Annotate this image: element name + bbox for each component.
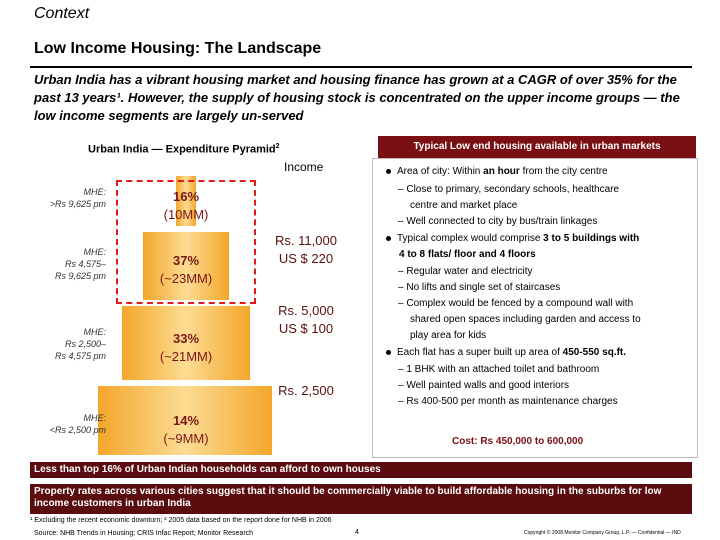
housing-bullet-1 (386, 164, 692, 180)
tier-3-pct: 33% (172, 331, 200, 346)
sub-item: – Well connected to city by bus/train linkages (398, 216, 598, 227)
copyright-note: Copyright © 2008 Monitor Company Group, L.P. — Confidential — IND (524, 530, 681, 536)
sub-item-text: Regular water and electricity (406, 266, 533, 277)
tier-4-pct: 14% (172, 413, 200, 428)
bullet-1-bold: an hour (483, 166, 520, 177)
income-level-3 (262, 382, 350, 400)
sub-item: centre and market place (410, 200, 518, 211)
sub-item: – Regular water and electricity (398, 266, 533, 277)
context-label: Context (34, 5, 90, 22)
page-number: 4 (355, 529, 359, 536)
tier-3-mhe-line: Rs 4,575 pm (54, 351, 106, 361)
tier-2-share (126, 252, 246, 288)
tier-3-share (126, 330, 246, 366)
sub-item-text: Well connected to city by bus/train linkages (406, 216, 598, 227)
sub-item: – Rs 400-500 per month as maintenance charges (398, 396, 618, 407)
tier-1-count: (10MM) (163, 207, 209, 222)
sub-item: – Well painted walls and good interiors (398, 380, 570, 391)
footnote: ¹ Excluding the recent economic downturn; ² 2005 data based on the report done for NHB in 2006 (30, 517, 332, 524)
tier-2-mhe (30, 246, 106, 282)
sub-item-text: Rs 400-500 per month as maintenance charges (406, 396, 618, 407)
bullet-dot-icon (386, 350, 391, 355)
tier-3-mhe-line: Rs 2,500– (64, 339, 106, 349)
tier-1-pct: 16% (172, 189, 200, 204)
intro-text: Urban India has a vibrant housing market and housing finance has grown at a CAGR of over 35% for the past 13 years¹. However, the supply of housing stock is concentrated on the upper income groups — the low income segments are largely un-served (34, 72, 680, 123)
tier-4-mhe-line: MHE: (83, 413, 106, 423)
income-level-1-rs: Rs. 11,000 (275, 233, 337, 248)
tier-4-mhe-line: <Rs 2,500 pm (49, 425, 106, 435)
bullet-dot-icon (386, 236, 391, 241)
sub-item: – 1 BHK with an attached toilet and bathroom (398, 364, 600, 375)
tier-4-mhe (30, 412, 106, 436)
income-level-1 (262, 232, 350, 268)
source-note: Source: NHB Trends in Housing; CRIS Infac Report; Monitor Research (34, 530, 254, 537)
housing-bullet-2-subs (398, 264, 694, 344)
tier-1-mhe-line: >Rs 9,625 pm (49, 199, 106, 209)
tier-2-mhe-line: Rs 4,575– (64, 259, 106, 269)
bullet-2-text: Typical complex would comprise (397, 233, 544, 244)
bullet-3-text: Each flat has a super built up area of (397, 347, 563, 358)
sub-item: – No lifts and single set of staircases (398, 282, 561, 293)
sub-item: – Complex would be fenced by a compound wall with (398, 298, 634, 309)
income-level-1-usd: US $ 220 (278, 251, 334, 266)
sub-item-text: No lifts and single set of staircases (406, 282, 561, 293)
page-title: Low Income Housing: The Landscape (34, 40, 322, 57)
tier-3-mhe-line: MHE: (83, 327, 106, 337)
tier-3-mhe (30, 326, 106, 362)
sub-item-text: Close to primary, secondary schools, healthcare (406, 184, 620, 195)
tier-2-count: (~23MM) (159, 271, 213, 286)
tier-2-mhe-line: Rs 9,625 pm (54, 271, 106, 281)
sub-item: shared open spaces including garden and access to (410, 314, 641, 325)
housing-cost: Cost: Rs 450,000 to 600,000 (452, 436, 584, 447)
income-level-2-rs: Rs. 5,000 (278, 303, 334, 318)
sub-item: – Close to primary, secondary schools, healthcare (398, 184, 620, 195)
pyramid-title-text: Urban India — Expenditure Pyramid (88, 143, 276, 156)
housing-panel-header: Typical Low end housing available in urban markets (378, 136, 696, 158)
conclusion-bar-1: Less than top 16% of Urban Indian households can afford to own houses (30, 462, 692, 478)
housing-bullet-3 (386, 345, 692, 361)
tier-2-mhe-line: MHE: (83, 247, 106, 257)
bullet-3-bold: 450-550 sq.ft. (562, 347, 627, 358)
sub-item: play area for kids (410, 330, 487, 341)
tier-1-mhe (30, 186, 106, 210)
tier-4-count: (~9MM) (163, 431, 209, 446)
bullet-dot-icon (386, 169, 391, 174)
sub-item-text: Well painted walls and good interiors (406, 380, 570, 391)
income-axis-label: Income (284, 160, 324, 174)
tier-1-share (126, 188, 246, 224)
tier-2-pct: 37% (172, 253, 200, 268)
income-level-2-usd: US $ 100 (278, 321, 334, 336)
sub-item-text: 1 BHK with an attached toilet and bathroom (406, 364, 600, 375)
tier-1-mhe-line: MHE: (83, 187, 106, 197)
housing-bullet-3-subs (398, 362, 694, 410)
tier-3-count: (~21MM) (159, 349, 213, 364)
bullet-1-rest: from the city centre (519, 166, 608, 177)
income-level-2 (262, 302, 350, 338)
tier-4-share (126, 412, 246, 448)
housing-bullet-2 (386, 231, 692, 263)
conclusion-bar-2: Property rates across various cities suggest that it should be commercially viable to build affordable housing in the suburbs for low income customers in urban India (30, 484, 692, 514)
sub-item-text: Complex would be fenced by a compound wall with (406, 298, 634, 309)
bullet-2-line2: 4 to 8 flats/ floor and 4 floors (399, 249, 536, 260)
housing-bullet-1-subs (398, 182, 694, 230)
bullet-2-bold: 3 to 5 buildings with (543, 233, 640, 244)
bullet-1-text: Area of city: Within (397, 166, 484, 177)
pyramid-title-footnote: 2 (275, 143, 280, 150)
income-level-3-rs: Rs. 2,500 (278, 383, 334, 398)
